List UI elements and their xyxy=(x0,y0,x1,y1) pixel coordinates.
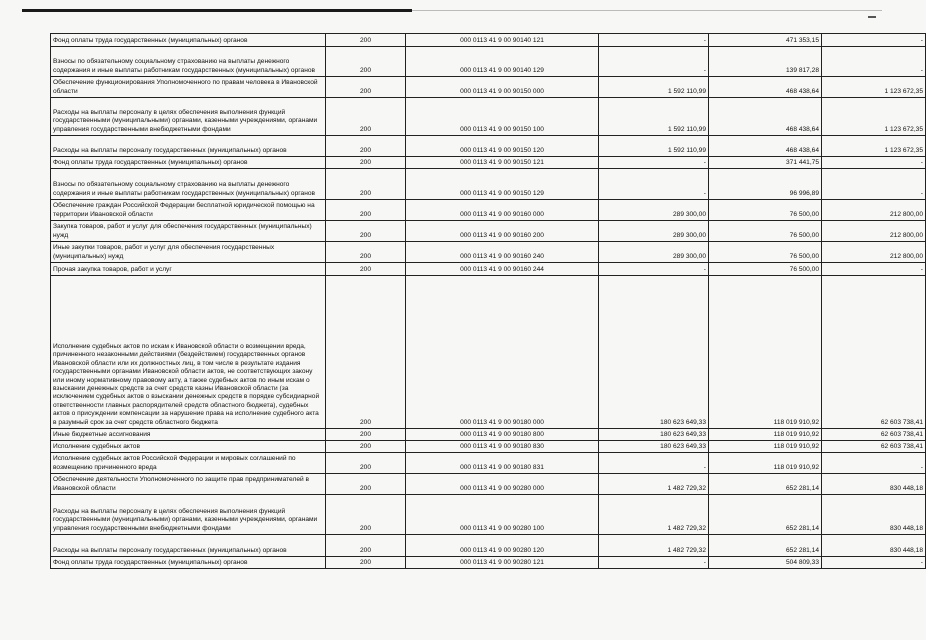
cell-approved: - xyxy=(599,169,709,200)
table-row xyxy=(51,474,926,495)
table-row xyxy=(51,429,926,441)
table-row xyxy=(51,453,926,474)
cell-unexecuted: - xyxy=(822,47,926,77)
cell-approved: - xyxy=(599,157,709,169)
cell-executed: 118 019 910,92 xyxy=(709,429,822,441)
cell-code: 200 xyxy=(326,157,406,169)
cell-name: Исполнение судебных актов Российской Федерации и мировых соглашений по возмещению причиненного вреда xyxy=(51,453,326,474)
table-row xyxy=(51,157,926,169)
cell-unexecuted: 1 123 672,35 xyxy=(822,98,926,136)
cell-unexecuted: 1 123 672,35 xyxy=(822,77,926,98)
table-row xyxy=(51,34,926,47)
cell-kbk: 000 0113 41 9 00 90180 800 xyxy=(406,429,599,441)
cell-kbk: 000 0113 41 9 00 90140 121 xyxy=(406,34,599,47)
cell-approved: - xyxy=(599,557,709,569)
table-row xyxy=(51,242,926,263)
cell-code: 200 xyxy=(326,136,406,157)
cell-kbk: 000 0113 41 9 00 90280 000 xyxy=(406,474,599,495)
cell-kbk: 000 0113 41 9 00 90280 121 xyxy=(406,557,599,569)
cell-unexecuted: - xyxy=(822,34,926,47)
cell-approved: - xyxy=(599,263,709,276)
cell-code: 200 xyxy=(326,77,406,98)
cell-name: Расходы на выплаты персоналу в целях обеспечения выполнения функций государственными (муниципальными) органами, казенными учреждениями, органами управления государственными внебюджетными фондами xyxy=(51,98,326,136)
cell-approved: 1 482 729,32 xyxy=(599,474,709,495)
cell-approved: 180 623 649,33 xyxy=(599,441,709,453)
cell-name: Расходы на выплаты персоналу государственных (муниципальных) органов xyxy=(51,136,326,157)
cell-name: Фонд оплаты труда государственных (муниципальных) органов xyxy=(51,557,326,569)
cell-approved: 1 482 729,32 xyxy=(599,495,709,535)
cell-approved: 180 623 649,33 xyxy=(599,276,709,429)
cell-name: Фонд оплаты труда государственных (муниципальных) органов xyxy=(51,157,326,169)
cell-kbk: 000 0113 41 9 00 90140 129 xyxy=(406,47,599,77)
cell-unexecuted: 62 603 738,41 xyxy=(822,429,926,441)
top-rule xyxy=(22,9,412,12)
cell-name: Обеспечение функционирования Уполномоченного по правам человека в Ивановской области xyxy=(51,77,326,98)
cell-executed: 76 500,00 xyxy=(709,263,822,276)
cell-code: 200 xyxy=(326,98,406,136)
cell-name: Обеспечение граждан Российской Федерации бесплатной юридической помощью на территории Ивановской области xyxy=(51,200,326,221)
cell-code: 200 xyxy=(326,263,406,276)
cell-unexecuted: 212 800,00 xyxy=(822,242,926,263)
cell-approved: 1 592 110,99 xyxy=(599,77,709,98)
cell-kbk: 000 0113 41 9 00 90280 120 xyxy=(406,535,599,557)
cell-executed: 652 281,14 xyxy=(709,495,822,535)
cell-name: Взносы по обязательному социальному страхованию на выплаты денежного содержания и иные выплаты работникам государственных (муниципальных) органов xyxy=(51,169,326,200)
table-row xyxy=(51,535,926,557)
cell-unexecuted: - xyxy=(822,157,926,169)
cell-code: 200 xyxy=(326,495,406,535)
cell-unexecuted: 212 800,00 xyxy=(822,221,926,242)
table-row xyxy=(51,77,926,98)
cell-executed: 118 019 910,92 xyxy=(709,441,822,453)
cell-name: Закупка товаров, работ и услуг для обеспечения государственных (муниципальных) нужд xyxy=(51,221,326,242)
cell-code: 200 xyxy=(326,429,406,441)
cell-code: 200 xyxy=(326,221,406,242)
table-row xyxy=(51,221,926,242)
cell-approved: 1 592 110,99 xyxy=(599,136,709,157)
cell-code: 200 xyxy=(326,453,406,474)
cell-kbk: 000 0113 41 9 00 90180 000 xyxy=(406,276,599,429)
cell-approved: 1 592 110,99 xyxy=(599,98,709,136)
cell-approved: - xyxy=(599,34,709,47)
table-row xyxy=(51,441,926,453)
cell-executed: 371 441,75 xyxy=(709,157,822,169)
cell-code: 200 xyxy=(326,200,406,221)
table-row xyxy=(51,47,926,77)
cell-executed: 468 438,64 xyxy=(709,77,822,98)
cell-unexecuted: 62 603 738,41 xyxy=(822,276,926,429)
cell-unexecuted: 1 123 672,35 xyxy=(822,136,926,157)
cell-unexecuted: - xyxy=(822,557,926,569)
cell-kbk: 000 0113 41 9 00 90160 244 xyxy=(406,263,599,276)
cell-code: 200 xyxy=(326,34,406,47)
cell-executed: 652 281,14 xyxy=(709,535,822,557)
cell-name: Исполнение судебных актов xyxy=(51,441,326,453)
cell-code: 200 xyxy=(326,535,406,557)
table-row xyxy=(51,263,926,276)
cell-code: 200 xyxy=(326,169,406,200)
cell-executed: 76 500,00 xyxy=(709,200,822,221)
top-rule-thin xyxy=(412,10,882,11)
cell-name: Прочая закупка товаров, работ и услуг xyxy=(51,263,326,276)
cell-kbk: 000 0113 41 9 00 90150 100 xyxy=(406,98,599,136)
table-row xyxy=(51,98,926,136)
table-body xyxy=(51,34,926,569)
cell-approved: 1 482 729,32 xyxy=(599,535,709,557)
cell-name: Иные закупки товаров, работ и услуг для обеспечения государственных (муниципальных) нужд xyxy=(51,242,326,263)
table-row xyxy=(51,200,926,221)
cell-code: 200 xyxy=(326,557,406,569)
cell-approved: 289 300,00 xyxy=(599,200,709,221)
cell-executed: 139 817,28 xyxy=(709,47,822,77)
cell-name: Расходы на выплаты персоналу в целях обеспечения выполнения функций государственными (муниципальными) органами, казенными учреждениями, органами управления государственными внебюджетными фондами xyxy=(51,495,326,535)
cell-executed: 118 019 910,92 xyxy=(709,453,822,474)
cell-unexecuted: 830 448,18 xyxy=(822,535,926,557)
expenditure-table xyxy=(50,33,926,569)
cell-executed: 652 281,14 xyxy=(709,474,822,495)
cell-kbk: 000 0113 41 9 00 90160 200 xyxy=(406,221,599,242)
cell-kbk: 000 0113 41 9 00 90150 000 xyxy=(406,77,599,98)
cell-kbk: 000 0113 41 9 00 90160 240 xyxy=(406,242,599,263)
cell-unexecuted: 830 448,18 xyxy=(822,474,926,495)
table-row xyxy=(51,276,926,429)
cell-unexecuted: 62 603 738,41 xyxy=(822,441,926,453)
corner-mark xyxy=(868,16,876,18)
cell-kbk: 000 0113 41 9 00 90280 100 xyxy=(406,495,599,535)
cell-executed: 468 438,64 xyxy=(709,98,822,136)
cell-executed: 471 353,15 xyxy=(709,34,822,47)
cell-kbk: 000 0113 41 9 00 90180 830 xyxy=(406,441,599,453)
table-row xyxy=(51,557,926,569)
cell-approved: - xyxy=(599,47,709,77)
cell-approved: - xyxy=(599,453,709,474)
cell-executed: 96 996,89 xyxy=(709,169,822,200)
cell-executed: 76 500,00 xyxy=(709,242,822,263)
cell-kbk: 000 0113 41 9 00 90150 129 xyxy=(406,169,599,200)
cell-approved: 289 300,00 xyxy=(599,242,709,263)
table-row xyxy=(51,169,926,200)
cell-unexecuted: - xyxy=(822,169,926,200)
cell-executed: 76 500,00 xyxy=(709,221,822,242)
cell-unexecuted: - xyxy=(822,263,926,276)
cell-kbk: 000 0113 41 9 00 90150 120 xyxy=(406,136,599,157)
cell-unexecuted: 212 800,00 xyxy=(822,200,926,221)
cell-kbk: 000 0113 41 9 00 90150 121 xyxy=(406,157,599,169)
cell-code: 200 xyxy=(326,242,406,263)
cell-approved: 180 623 649,33 xyxy=(599,429,709,441)
cell-name: Взносы по обязательному социальному страхованию на выплаты денежного содержания и иные выплаты работникам государственных (муниципальных) органов xyxy=(51,47,326,77)
cell-code: 200 xyxy=(326,276,406,429)
cell-executed: 504 809,33 xyxy=(709,557,822,569)
table-row xyxy=(51,136,926,157)
cell-name: Фонд оплаты труда государственных (муниципальных) органов xyxy=(51,34,326,47)
cell-name: Обеспечение деятельности Уполномоченного по защите прав предпринимателей в Ивановской области xyxy=(51,474,326,495)
cell-kbk: 000 0113 41 9 00 90160 000 xyxy=(406,200,599,221)
cell-approved: 289 300,00 xyxy=(599,221,709,242)
cell-executed: 118 019 910,92 xyxy=(709,276,822,429)
cell-name: Расходы на выплаты персоналу государственных (муниципальных) органов xyxy=(51,535,326,557)
cell-code: 200 xyxy=(326,474,406,495)
cell-name: Исполнение судебных актов по искам к Ивановской области о возмещении вреда, причиненного незаконными действиями (бездействием) государственных органов Ивановской области или их должностных лиц, в том числе в результате издания государственными органами Ивановской области актов, не соответствующих закону или иному нормативному правовому акту, а также судебных актов по иным искам о взыскании денежных средств за счет средств казны Ивановской области (за исключением судебных актов о взыскании денежных средств в порядке субсидиарной ответственности главных распорядителей средств областного бюджета), судебных актов о присуждении компенсации за нарушение права на исполнение судебного акта в разумный срок за счет средств областного бюджета xyxy=(51,276,326,429)
cell-name: Иные бюджетные ассигнования xyxy=(51,429,326,441)
cell-kbk: 000 0113 41 9 00 90180 831 xyxy=(406,453,599,474)
cell-executed: 468 438,64 xyxy=(709,136,822,157)
cell-unexecuted: - xyxy=(822,453,926,474)
cell-unexecuted: 830 448,18 xyxy=(822,495,926,535)
cell-code: 200 xyxy=(326,441,406,453)
cell-code: 200 xyxy=(326,47,406,77)
table-row xyxy=(51,495,926,535)
